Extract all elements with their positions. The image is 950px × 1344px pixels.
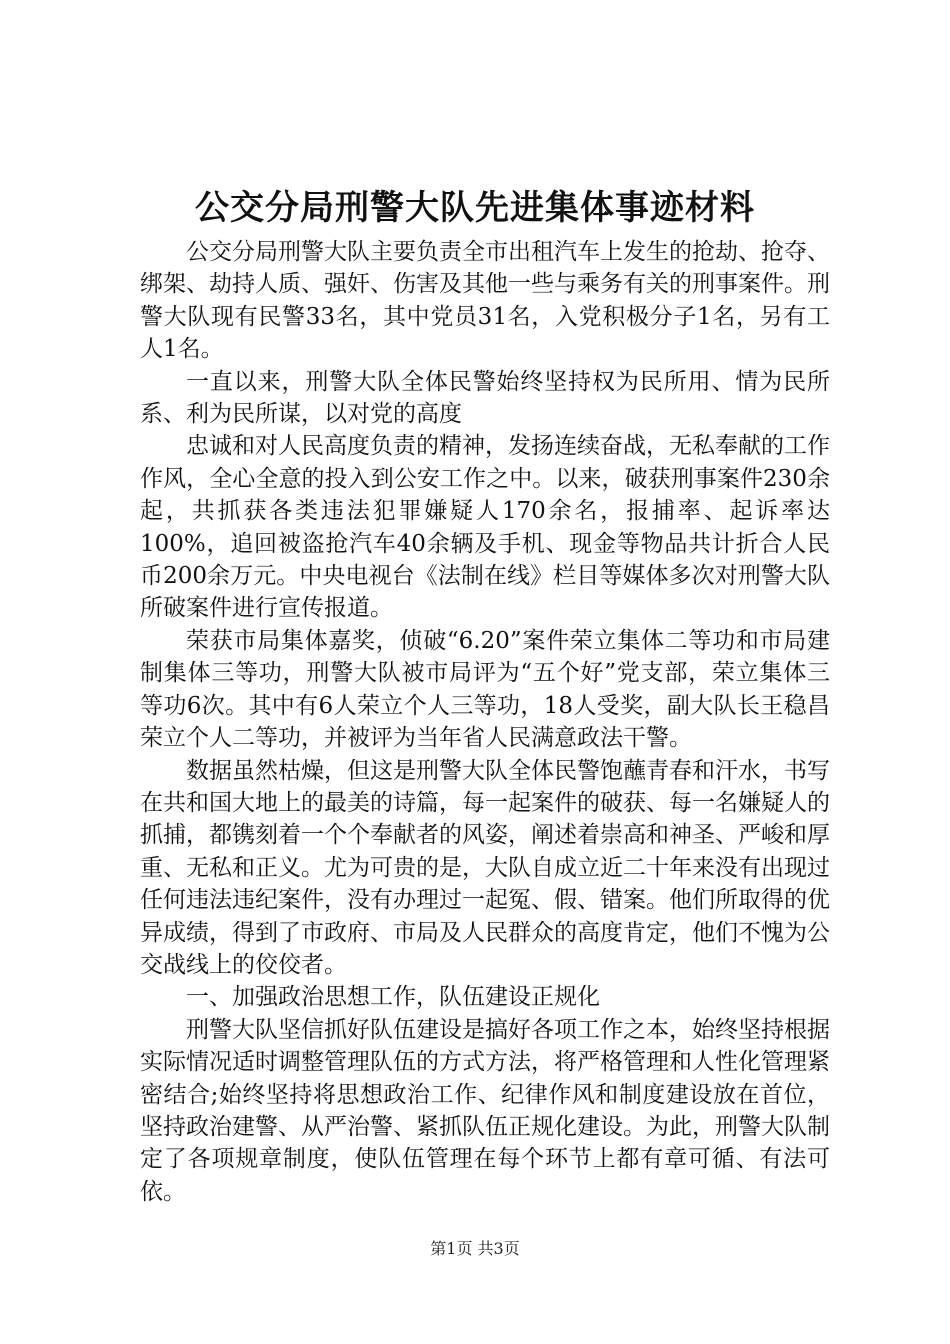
- paragraph-intro: 公交分局刑警大队主要负责全市出租汽车上发生的抢劫、抢夺、绑架、劫持人质、强奸、伤害及其他一些与乘务有关的刑事案件。刑警大队现有民警33名，其中党员31名，入党积极分子1名，另有工人1名。: [140, 239, 830, 363]
- section-heading-1: 一、加强政治思想工作，队伍建设正规化: [186, 984, 600, 1011]
- document-body: [140, 236, 830, 1208]
- document-title: 公交分局刑警大队先进集体事迹材料: [195, 188, 755, 228]
- paragraph-team-building: 刑警大队坚信抓好队伍建设是搞好各项工作之本，始终坚持根据实际情况适时调整管理队伍的方式方法，将严格管理和人性化管理紧密结合;始终坚持将思想政治工作、纪律作风和制度建设放在首位，坚持政治建警、从严治警、紧抓队伍正规化建设。为此，刑警大队制定了各项规章制度，使队伍管理在每个环节上都有章可循、有法可依。: [140, 1016, 830, 1205]
- paragraph-achievements: 忠诚和对人民高度负责的精神，发扬连续奋战，无私奉献的工作作风，全心全意的投入到公安工作之中。以来，破获刑事案件230余起，共抓获各类违法犯罪嫌疑人170余名，报捕率、起诉率达100%，追回被盗抢汽车40余辆及手机、现金等物品共计折合人民币200余万元。中央电视台《法制在线》栏目等媒体多次对刑警大队所破案件进行宣传报道。: [140, 433, 830, 622]
- paragraph-honors: 荣获市局集体嘉奖，侦破“6.20”案件荣立集体二等功和市局建制集体三等功，刑警大队被市局评为“五个好”党支部，荣立集体三等功6次。其中有6人荣立个人三等功，18人受奖，副大队长王稳昌荣立个人二等功，并被评为当年省人民满意政法干警。: [140, 627, 830, 752]
- paragraph-principle: 一直以来，刑警大队全体民警始终坚持权为民所用、情为民所系、利为民所谋，以对党的高度: [140, 368, 830, 428]
- page-number-footer: 第1页 共3页: [430, 1239, 520, 1258]
- paragraph-summary: 数据虽然枯燥，但这是刑警大队全体民警饱蘸青春和汗水，书写在共和国大地上的最美的诗篇，每一起案件的破获、每一名嫌疑人的抓捕，都镌刻着一个个奉献者的风姿，阐述着崇高和神圣、严峻和厚重、无私和正义。尤为可贵的是，大队自成立近二十年来没有出现过任何违法违纪案件，没有办理过一起冤、假、错案。他们所取得的优异成绩，得到了市政府、市局及人民群众的高度肯定，他们不愧为公交战线上的佼佼者。: [140, 757, 830, 978]
